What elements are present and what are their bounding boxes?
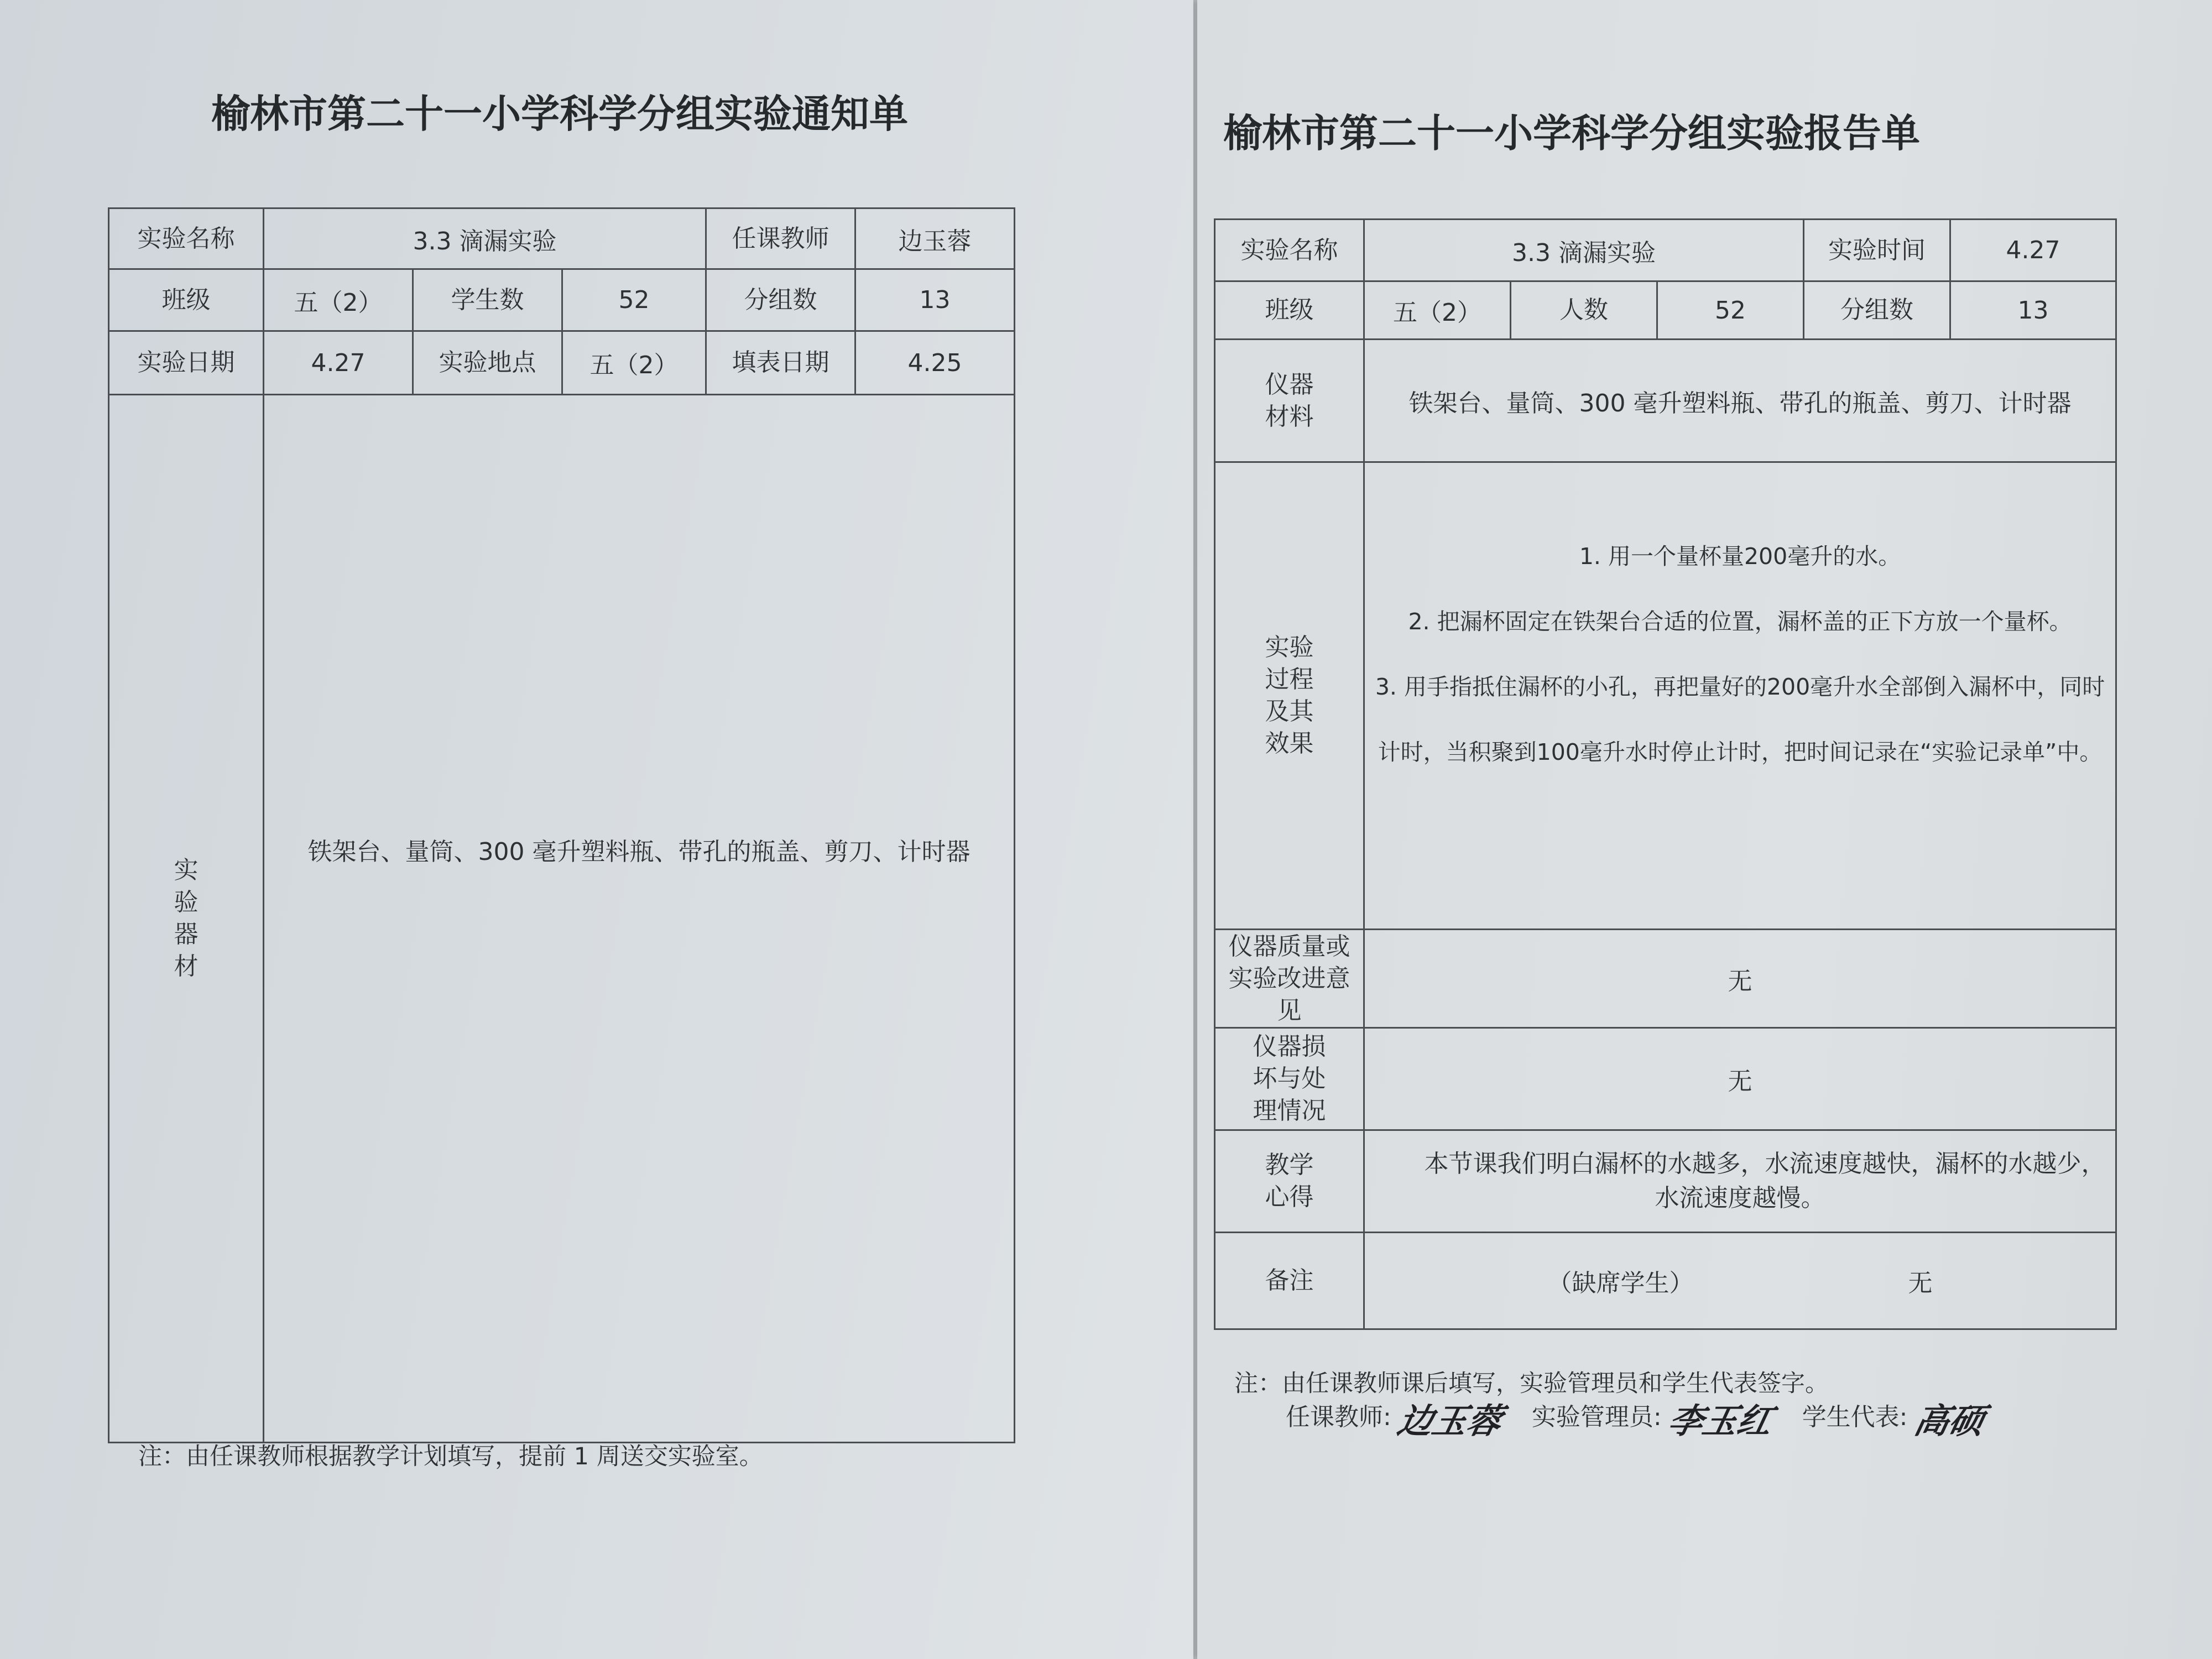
experiment-name-value: 3.3 滴漏实验 [264, 208, 706, 269]
class-value: 五（2） [264, 269, 413, 331]
report-people-label: 人数 [1511, 281, 1657, 340]
remark-sub: （缺席学生） [1547, 1269, 1694, 1297]
damage-label: 仪器损坏与处理情况 [1253, 1032, 1326, 1125]
admin-signature: 李玉红 [1664, 1401, 1776, 1441]
sign-admin-label: 实验管理员: [1531, 1402, 1662, 1431]
report-footnote: 注：由任课教师课后填写，实验管理员和学生代表签字。 [1234, 1370, 1829, 1397]
report-row-class [1215, 281, 2116, 340]
report-table [1214, 218, 2117, 1330]
notice-row-date [109, 331, 1015, 395]
sign-student-label: 学生代表: [1802, 1402, 1908, 1431]
notice-row-equipment [109, 395, 1015, 1443]
experiment-name-label: 实验名称 [109, 208, 264, 269]
notice-row-class [109, 269, 1015, 331]
remark-label: 备注 [1215, 1233, 1364, 1329]
report-groups-value: 13 [1950, 281, 2116, 340]
date-value: 4.27 [264, 331, 413, 395]
sign-student [1802, 1401, 2006, 1441]
report-name-label: 实验名称 [1215, 220, 1364, 281]
damage-value: 无 [1364, 1028, 2116, 1130]
report-class-value: 五（2） [1364, 281, 1511, 340]
process-label: 实验过程及其效果 [1265, 633, 1314, 758]
groups-label: 分组数 [706, 269, 855, 331]
signature-line [1286, 1394, 2006, 1443]
process-steps [1364, 462, 2116, 930]
process-step: 1. 用一个量杯量200毫升的水。 [1579, 543, 1901, 570]
quality-value: 无 [1364, 930, 2116, 1028]
quality-label-cell [1215, 930, 1364, 1028]
reflection-value: 本节课我们明白漏杯的水越多，水流速度越快，漏杯的水越少，水流速度越慢。 [1364, 1130, 2116, 1233]
reflection-label: 教学心得 [1265, 1151, 1314, 1211]
report-people-value: 52 [1657, 281, 1804, 340]
report-row-name [1215, 220, 2116, 281]
groups-value: 13 [855, 269, 1015, 331]
report-time-value: 4.27 [1950, 220, 2116, 281]
report-row-process [1215, 462, 2116, 930]
report-class-label: 班级 [1215, 281, 1364, 340]
student-signature: 高硕 [1910, 1401, 1988, 1441]
teacher-value: 边玉蓉 [855, 208, 1015, 269]
place-label: 实验地点 [413, 331, 562, 395]
damage-label-cell [1215, 1028, 1364, 1130]
materials-label-cell [1215, 340, 1364, 462]
materials-value: 铁架台、量筒、300 毫升塑料瓶、带孔的瓶盖、剪刀、计时器 [1364, 340, 2116, 462]
materials-label: 仪器材料 [1265, 370, 1314, 431]
notice-title: 榆林市第二十一小学科学分组实验通知单 [211, 91, 908, 137]
equipment-label-cell [109, 395, 264, 1443]
sign-admin [1531, 1401, 1802, 1441]
remark-value: 无 [1908, 1269, 1933, 1297]
report-sheet [1197, 0, 2212, 1659]
fill-date-value: 4.25 [855, 331, 1015, 395]
equipment-label: 实验器材 [174, 856, 199, 980]
notice-footnote: 注：由任课教师根据教学计划填写，提前 1 周送交实验室。 [138, 1443, 763, 1470]
report-row-reflection [1215, 1130, 2116, 1233]
students-label: 学生数 [413, 269, 562, 331]
teacher-label: 任课教师 [706, 208, 855, 269]
process-label-cell [1215, 462, 1364, 930]
notice-table [108, 207, 1015, 1443]
report-row-quality [1215, 930, 2116, 1028]
report-row-materials [1215, 340, 2116, 462]
date-label: 实验日期 [109, 331, 264, 395]
reflection-label-cell [1215, 1130, 1364, 1233]
equipment-value: 铁架台、量筒、300 毫升塑料瓶、带孔的瓶盖、剪刀、计时器 [264, 395, 1015, 1443]
sign-teacher-label: 任课教师: [1286, 1402, 1391, 1431]
process-step: 2. 把漏杯固定在铁架台合适的位置，漏杯盖的正下方放一个量杯。 [1408, 608, 2072, 635]
class-label: 班级 [109, 269, 264, 331]
report-name-value: 3.3 滴漏实验 [1364, 220, 1804, 281]
remark-cell [1364, 1233, 2116, 1329]
place-value: 五（2） [562, 331, 706, 395]
report-groups-label: 分组数 [1804, 281, 1950, 340]
teacher-signature: 边玉蓉 [1394, 1401, 1506, 1441]
sign-teacher [1286, 1401, 1532, 1441]
report-row-remark [1215, 1233, 2116, 1329]
report-row-damage [1215, 1028, 2116, 1130]
report-title: 榆林市第二十一小学科学分组实验报告单 [1223, 111, 1920, 156]
fill-date-label: 填表日期 [706, 331, 855, 395]
process-step: 3. 用手指抵住漏杯的小孔，再把量好的200毫升水全部倒入漏杯中，同时计时，当积聚到100毫升水时停止计时，把时间记录在“实验记录单”中。 [1375, 674, 2105, 765]
report-time-label: 实验时间 [1804, 220, 1950, 281]
quality-label: 仪器质量或实验改进意见 [1228, 932, 1350, 1025]
notice-row-name [109, 208, 1015, 269]
students-value: 52 [562, 269, 706, 331]
